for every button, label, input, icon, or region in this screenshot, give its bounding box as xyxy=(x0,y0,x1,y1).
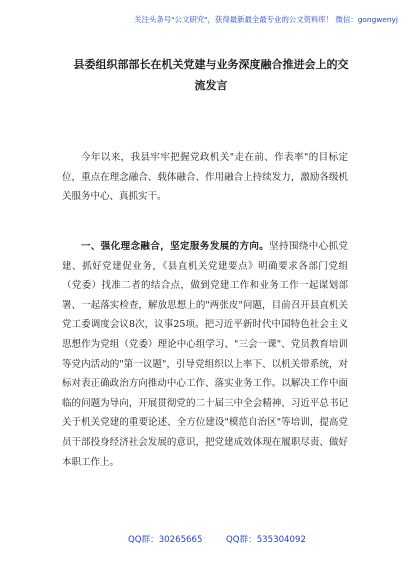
paragraph-section-1 xyxy=(62,237,348,472)
footer-qq-group-left: QQ群：30265665 xyxy=(128,535,203,545)
paragraph-intro xyxy=(62,148,348,207)
section-1-text: 坚持围绕中心抓党建、抓好党建促业务，《县直机关党建要点》明确要求各部门党组（党委）找准二者的结合点，做到党建工作和业务工作一起谋划部署、一起落实检查，解放思想上的"两张皮"问题，目前召开县直机关党工委调度会议8次，议事25项。把习近平新时代中国特色社会主义思想作为党组（党委）理论中心组学习、"三会一课"、党员教育培训等党内活动的"第一议题"，引导党组织以上率下、以机关带系统，对标对表正确政治方向推动中心工作、落实业务工作。以解决工作中面临的问题为导向，开展贯彻党的二十届三中全会精神、习近平总书记关于机关党建的重要论述、全方位建设"模范自治区"等培训，提高党员干部投身经济社会发展的意识，把党建成效体现在履职尽责、做好本职工作上。 xyxy=(62,241,348,468)
footer-qq-group-right: QQ群：535304092 xyxy=(226,535,306,545)
promo-banner: 关注头条号"公文研究"，获得最新最全最专业的公文资料库！ 微信：gongwenyj xyxy=(134,15,398,24)
document-title: 县委组织部部长在机关党建与业务深度融合推进会上的交流发言 xyxy=(73,58,349,92)
paragraph-intro-text: 今年以来，我县牢牢把握党政机关"走在前、作表率"的目标定位，重点在理念融合、载体融合、作用融合上持续发力，激励各级机关服务中心、真抓实干。 xyxy=(62,152,348,203)
section-1-heading: 一、强化理念融合，坚定服务发展的方向。 xyxy=(81,241,270,252)
